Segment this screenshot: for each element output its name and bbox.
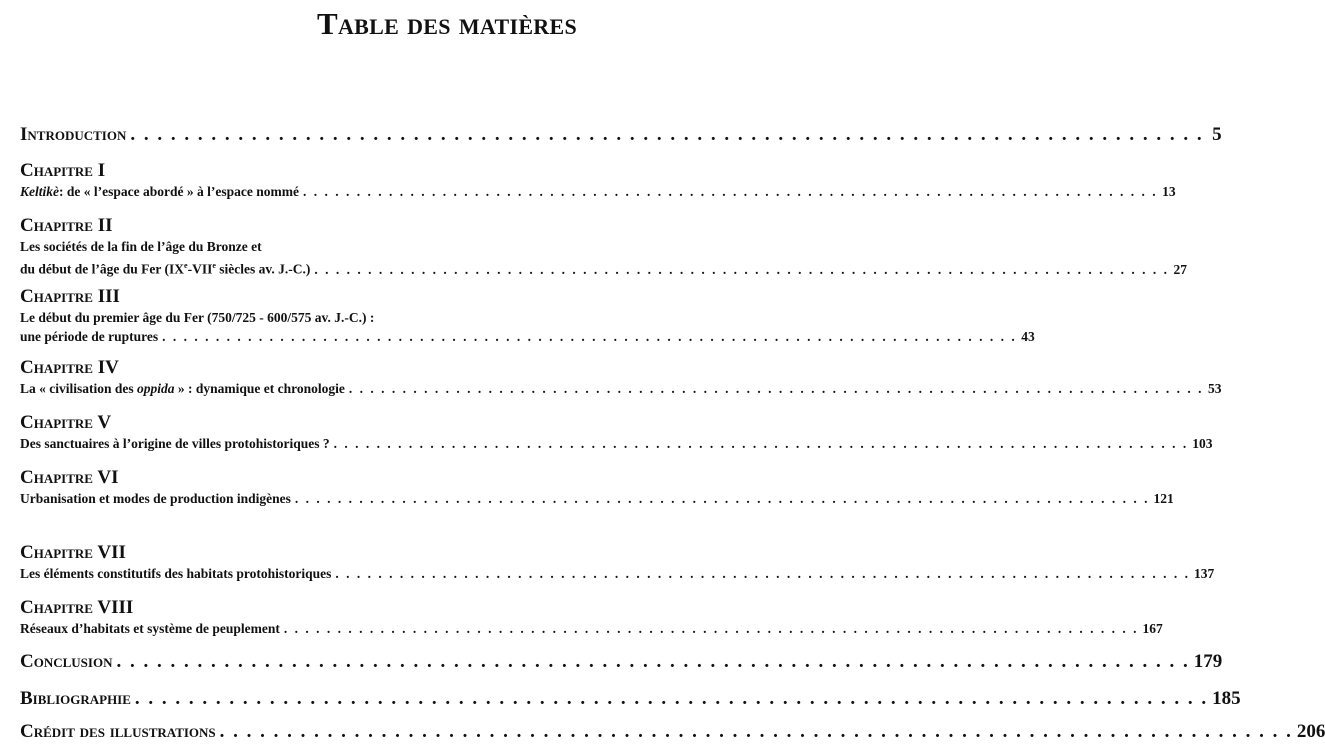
toc-chapter-2[interactable] [20, 215, 1188, 279]
superscript: e [212, 261, 216, 270]
dot-leader: . . . . . . . . . . . . . . . . . . . . . . . . . . . . . . . . . . . . . . . . . . . . . . . . . . . . . . . . . . . . . . . . . . . . . . . . . . . . . . . . [162, 329, 1017, 344]
dot-leader: . . . . . . . . . . . . . . . . . . . . . . . . . . . . . . . . . . . . . . . . . . . . . . . . . . . . . . . . . . . . . . . . . . . . . . . . . . . . . . . . [335, 566, 1191, 581]
dot-leader: . . . . . . . . . . . . . . . . . . . . . . . . . . . . . . . . . . . . . . . . . . . . . . . . . . . . . . . . . . . . . . . . . . . . . . . . . . . . . . . . [134, 688, 1209, 709]
toc-credit-illustrations[interactable] [20, 721, 1325, 743]
page-number: 206 [1296, 721, 1325, 742]
dot-leader: . . . . . . . . . . . . . . . . . . . . . . . . . . . . . . . . . . . . . . . . . . . . . . . . . . . . . . . . . . . . . . . . . . . . . . . . . . . . . . . . [302, 184, 1158, 199]
dot-leader: . . . . . . . . . . . . . . . . . . . . . . . . . . . . . . . . . . . . . . . . . . . . . . . . . . . . . . . . . . . . . . . . . . . . . . . . . . . . . . . . [314, 261, 1170, 277]
chapter-title-line1: Les sociétés de la fin de l’âge du Bronze et [20, 239, 262, 254]
title-part-c: siècles av. J.-C.) [215, 261, 311, 277]
chapter-heading: Chapitre V [20, 412, 112, 433]
page-number: 121 [1153, 491, 1174, 506]
chapter-title: Des sanctuaires à l’origine de villes protohistoriques ? [20, 436, 330, 451]
page-number: 185 [1212, 688, 1241, 709]
toc-chapter-3[interactable] [20, 286, 1035, 346]
toc-bibliographie[interactable] [20, 688, 1241, 710]
title-part-b: -VII [187, 261, 213, 277]
title-part-b: » : dynamique et chronologie [174, 381, 345, 396]
title-part-a: La « civilisation des [20, 381, 138, 396]
bibliographie-label: Bibliographie [20, 688, 131, 709]
page-title: Table des matières [316, 6, 577, 41]
chapter-title: Les éléments constitutifs des habitats protohistoriques [20, 566, 332, 581]
chapter-title: Réseaux d’habitats et système de peuplement [20, 621, 280, 636]
chapter-title: Urbanisation et modes de production indigènes [20, 491, 291, 506]
toc-chapter-7[interactable] [20, 542, 1215, 583]
chapter-heading: Chapitre VII [20, 542, 126, 563]
dot-leader: . . . . . . . . . . . . . . . . . . . . . . . . . . . . . . . . . . . . . . . . . . . . . . . . . . . . . . . . . . . . . . . . . . . . . . . . . . . . . . . . [116, 651, 1190, 672]
dot-leader: . . . . . . . . . . . . . . . . . . . . . . . . . . . . . . . . . . . . . . . . . . . . . . . . . . . . . . . . . . . . . . . . . . . . . . . . . . . . . . . . [219, 721, 1293, 742]
chapter-title [20, 379, 345, 398]
toc-chapter-8[interactable] [20, 597, 1163, 638]
dot-leader: . . . . . . . . . . . . . . . . . . . . . . . . . . . . . . . . . . . . . . . . . . . . . . . . . . . . . . . . . . . . . . . . . . . . . . . . . . . . . . . . [333, 436, 1189, 451]
dot-leader: . . . . . . . . . . . . . . . . . . . . . . . . . . . . . . . . . . . . . . . . . . . . . . . . . . . . . . . . . . . . . . . . . . . . . . . . . . . . . . . . [294, 491, 1150, 506]
chapter-heading: Chapitre IV [20, 357, 119, 378]
title-part-a: du début de l’âge du Fer (IX [20, 261, 185, 277]
chapter-title-line1: Le début du premier âge du Fer (750/725 - 600/575 av. J.-C.) : [20, 310, 375, 325]
page-number: 5 [1212, 124, 1222, 145]
page-number: 13 [1162, 184, 1176, 199]
page-number: 137 [1194, 566, 1215, 581]
dot-leader: . . . . . . . . . . . . . . . . . . . . . . . . . . . . . . . . . . . . . . . . . . . . . . . . . . . . . . . . . . . . . . . . . . . . . . . . . . . . . . . . [348, 381, 1204, 396]
chapter-title-line2 [20, 256, 310, 279]
chapter-heading: Chapitre II [20, 215, 113, 236]
page-number: 179 [1193, 651, 1223, 672]
toc-chapter-1[interactable] [20, 160, 1176, 201]
page-number: 53 [1208, 381, 1222, 396]
toc-introduction[interactable] [20, 124, 1222, 146]
chapter-heading: Chapitre I [20, 160, 106, 181]
chapter-title [20, 182, 299, 201]
chapter-heading: Chapitre III [20, 286, 120, 307]
superscript: e [184, 261, 188, 270]
dot-leader: . . . . . . . . . . . . . . . . . . . . . . . . . . . . . . . . . . . . . . . . . . . . . . . . . . . . . . . . . . . . . . . . . . . . . . . . . . . . . . . . [283, 621, 1139, 636]
chapter-title-italic: Keltikè [20, 184, 59, 199]
introduction-label: Introduction [20, 124, 127, 145]
toc-chapter-6[interactable] [20, 467, 1174, 508]
chapter-heading: Chapitre VI [20, 467, 119, 488]
chapter-heading: Chapitre VIII [20, 597, 134, 618]
chapter-title-italic: oppida [137, 381, 175, 396]
page-number: 103 [1192, 436, 1213, 451]
toc-chapter-4[interactable] [20, 357, 1222, 398]
conclusion-label: Conclusion [20, 651, 113, 672]
chapter-title-line2: une période de ruptures [20, 329, 159, 344]
dot-leader: . . . . . . . . . . . . . . . . . . . . . . . . . . . . . . . . . . . . . . . . . . . . . . . . . . . . . . . . . . . . . . . . . . . . . . . . . . . . . . . . [130, 124, 1204, 145]
credit-label: Crédit des illustrations [20, 721, 216, 742]
chapter-title-rest: : de « l’espace abordé » à l’espace nommé [59, 184, 299, 199]
toc-conclusion[interactable] [20, 651, 1223, 673]
page-number: 27 [1173, 261, 1188, 277]
page-number: 167 [1142, 621, 1163, 636]
toc-chapter-5[interactable] [20, 412, 1213, 453]
page-number: 43 [1021, 329, 1035, 344]
